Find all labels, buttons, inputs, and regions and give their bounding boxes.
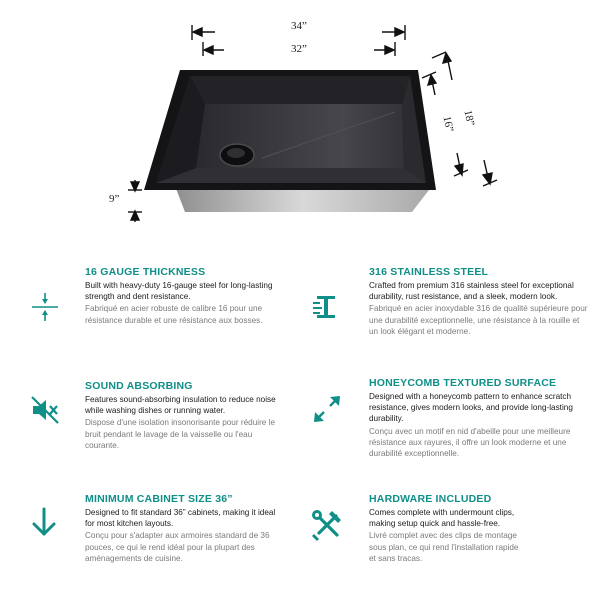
dimension-height: 9” (109, 193, 120, 205)
feature-description-fr: Conçu pour s'adapter aux armoires standard de 36 pouces, ce qui le rend idéal pour la plupart des aménagements de cuisine. (85, 531, 270, 563)
mute-speaker-icon (28, 393, 62, 427)
tools-icon (310, 508, 344, 542)
feature-16-gauge (85, 266, 285, 326)
feature-description-fr: Fabriqué en acier robuste de calibre 16 pour une résistance durable et une résistance aux bosses. (85, 304, 263, 325)
feature-title: HARDWARE INCLUDED (369, 493, 492, 505)
feature-description-fr: Livré complet avec des clips de montage sous plan, ce qui rend l'installation rapide et sans tracas. (369, 531, 519, 563)
feature-description-en: Comes complete with undermount clips, making setup quick and hassle-free. (369, 508, 515, 529)
feature-title: HONEYCOMB TEXTURED SURFACE (369, 377, 557, 389)
feature-description-en: Designed to fit standard 36” cabinets, making it ideal for most kitchen layouts. (85, 508, 276, 529)
feature-sound-absorbing (85, 380, 285, 451)
thickness-icon (28, 290, 62, 324)
feature-description-fr: Fabriqué en acier inoxydable 316 de qualité supérieure pour une durabilité exceptionnelle, une résistance à la rouille et un look élégant et moderne. (369, 304, 588, 336)
feature-description-fr: Dispose d'une isolation insonorisante pour réduire le bruit pendant le lavage de la vaisselle ou l'eau courante. (85, 418, 275, 450)
feature-title: 316 STAINLESS STEEL (369, 266, 489, 278)
feature-description-en: Designed with a honeycomb pattern to enhance scratch resistance, gives modern looks, and provide long-lasting durability. (369, 392, 573, 424)
expand-arrows-icon (310, 392, 344, 426)
feature-hardware (369, 493, 519, 564)
sink-front-wall (156, 168, 426, 183)
dimension-outer-width: 34” (291, 20, 307, 32)
down-arrow-icon (27, 505, 61, 539)
dimension-inner-depth: 16” (440, 114, 456, 134)
dimension-inner-width: 32” (291, 43, 307, 55)
feature-title: 16 GAUGE THICKNESS (85, 266, 206, 278)
feature-description-en: Crafted from premium 316 stainless steel for exceptional durability, rust resistance, and a sleek, modern look. (369, 281, 574, 302)
feature-title: SOUND ABSORBING (85, 380, 193, 392)
sink-diagram (0, 0, 600, 230)
feature-cabinet-size (85, 493, 285, 564)
feature-description-en: Features sound-absorbing insulation to reduce noise while washing dishes or running water. (85, 395, 276, 416)
feature-316-stainless (369, 266, 589, 337)
feature-description-fr: Conçu avec un motif en nid d'abeille pour une meilleure résistance aux rayures, il offre un look moderne et une durabilité exceptionnelle. (369, 426, 571, 459)
feature-title: MINIMUM CABINET SIZE 36” (85, 493, 233, 505)
dimension-outer-depth: 18” (461, 108, 477, 128)
feature-description-en: Built with heavy-duty 16-gauge steel for long-lasting strength and dent resistance. (85, 281, 273, 302)
feature-honeycomb (369, 377, 589, 459)
steel-beam-icon (309, 290, 343, 324)
sink-back-wall (190, 76, 410, 104)
